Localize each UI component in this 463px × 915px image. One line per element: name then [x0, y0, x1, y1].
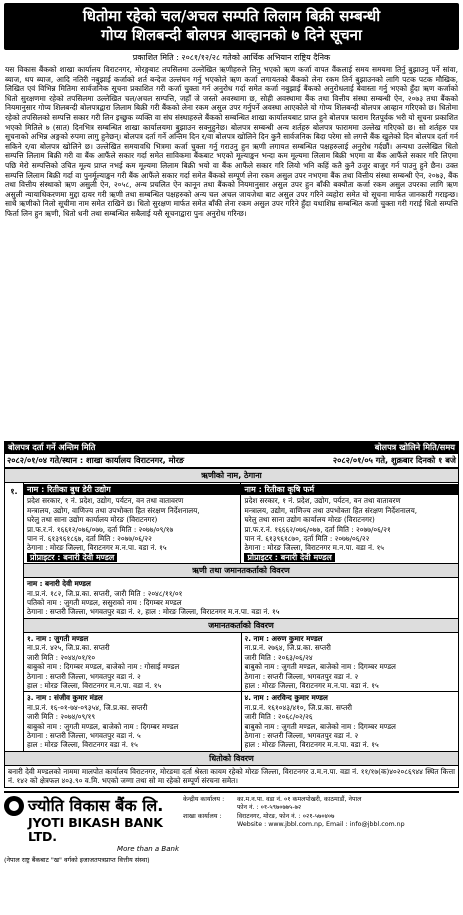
borrower-2-line: ठेगाना : मोरङ जिल्ला, विराटनगर म.न.पा. वडा नं. १५ — [244, 543, 385, 553]
borrower-1-line: प्रा.फ.र.नं. १६६१२/०७६/०७७, दर्ता मिति : २०७७/०९/१७ — [27, 524, 174, 534]
deadline-right-label: बोलपत्र खोलिने मिति/समय — [374, 442, 455, 452]
guarantor-2-title: २. नाम : अरुण कुमार मण्डल — [244, 633, 323, 643]
guarantor-2-line: बाबुको नाम : जुगती मण्डल, बाजेको नाम : दिगम्बर मण्डल — [244, 662, 396, 672]
guarantor-4-line: हाल : मोरङ जिल्ला, विराटनगर म.न.पा. वडा नं. १५ — [244, 740, 379, 750]
guarantor-1-title: १. नाम : जुगती मण्डल — [27, 633, 89, 643]
guarantor-4 — [241, 692, 458, 751]
borrower-2-line: प्रा.फ.र.नं. १६६६२/०७६/०७७, दर्ता मिति : २०७७/०६/२१ — [244, 524, 391, 534]
borrower-section-header: ऋणीको नाम, ठेगाना — [5, 469, 459, 483]
contact-value[interactable]: Website : www.jbbl.com.np, Email : info@jbbl.com.np — [237, 821, 405, 829]
bank-logo-icon — [4, 796, 24, 816]
borrower-2-owner: प्रोप्राइटर : बनारी देवी मण्डल — [244, 553, 334, 562]
guarantor-2-line: जारी मिति : २०६३/०६/२४ — [244, 652, 313, 662]
row-number: १. — [5, 483, 24, 752]
borrower-1-name: नाम : रितीका बुध डेरी उद्योग — [24, 484, 240, 495]
guarantor-3-line: बाबुको नाम : जुगती मण्डल, बाजेको नाम : दिगम्बर मण्डल — [27, 721, 179, 731]
borrower-guarantor-header: ऋणी तथा जमानतकर्ताको विवरण — [24, 564, 459, 578]
bank-logo — [4, 796, 179, 864]
borrower-2-line: प्रदेश सरकार, १ नं. प्रदेश, उद्योग, पर्यटन, वन तथा वातावरण — [244, 496, 401, 506]
deadline-left-value: २०८२/०१/०४ गते/स्थान : शाखा कार्यालय विराटनगर, मोरङ — [7, 455, 185, 465]
title-line-1: धितोमा रहेको चल/अचल सम्पति लिलाम बिक्री सम्बन्धी — [82, 7, 381, 25]
guarantor-3-line: जारी मिति : २०७४/०९/१९ — [27, 712, 96, 722]
contact-label: शाखा कार्यालय : — [183, 812, 222, 820]
borrower-guarantor-line: ठेगाना : सप्तरी जिल्ला, भगवतपुर वडा नं. २, हाल : मोरङ जिल्ला, विराटनगर म.न.पा. वडा नं. १५ — [27, 607, 280, 617]
title-line-2: गोप्य शिलबन्दी बोलपत्र आव्हानको ७ दिने सूचना — [101, 26, 362, 44]
notice-title — [4, 3, 459, 50]
guarantor-2-line: ना.प्र.नं. २७६४, जि.प्र.का. सप्तरी — [244, 643, 331, 653]
guarantor-3 — [24, 692, 241, 751]
notice-body: यस विकास बैंकको शाखा कार्यालय विराटनगर, मोरङ्गबाट तपसिलमा उल्लेखित ऋणीहरुले लिनु भएको ऋण कर्जा वापत वैंकलाई समय समयमा तिर्नु बुझाउनु पर्ने सांवा, ब्याज, थप ब्याज, आदि नतिरी नबुझाई कर्जाको शर्त बन्देज उल्लंघन गर्नु भएकोले ऋण कर्जा लगायतको बैंकको लेना रकम तिर्न बुझाउनको लागि पटक पटक मौखिक, लिखित एवं विभिन्न मितिमा सार्वजनिक सूचना प्रकाशित गरी कर्जा चुक्ता गर्न अनुरोध गर्दा समेत कर्जा नबुझाई बैंकको अनुरोधलाई बेवास्ता गर्नु भएको हुँदा ऋण कर्जाको धितो सुरक्षणमा रहेको तपसिलमा उल्लेखित चल/अचल सम्पत्ति, जहाँ जे जस्तो अवस्थामा छ, सोही अवस्थामा बैंक तथा वित्तीय संस्था सम्बन्धी ऐन, २०७३ तथा बैंकको नियमानुसार गोप्य शिलबन्दी बोलपत्रद्वारा लिलाम बिक्री गरी बैंकको लेना रकम असुल उपर गर्नुपर्ने अवस्था आएकोले यो गोप्य शिलबन्दी बोलपत्र आव्हान गरिएको छ। धितोमा रहेको तपसिलको सम्पत्ति सकार गरी लिन इच्छुक व्यक्ति वा संघ संस्थाहरुले बैंकको सम्बन्धित शाखा कार्यालयबाट प्राप्त हुने बोलपत्र फाराम रितपूर्वक भरी यो सूचना प्रकाशित भएको मितिले ७ (सात) दिनभित्र सम्बन्धित शाखा कार्यालयमा बुझाउन सक्नुहुनेछ। बोलपत्र सम्बन्धी अन्य शर्तहरु बोलपत्र फाराममा उल्लेख गरिएको छ। सो शर्तहरु पत्र सूचनाको अभिन्न अङ्गको रुपमा लागु हुनेछन्। बोलपत्र दर्ता गर्ने अन्तिम दिन र/वा बोलपत्र खोलिने दिन कुनै सार्वजनिक बिदा परेमा सो लगत्तै बैंक खुलेको दिन बोलपत्र दर्ता गर्न सकिने र/वा बोलपत्र खोलिने छ। उल्लेखित समयावधि भित्रमा कर्जा चुक्ता गर्नु गराउनु हुन ऋणी लगायत सम्बन्धित पक्षहरुलाई अनुरोध गर्दछौं। अन्यथा उल्लेखित धितो सम्पत्ति लिलाम बिक्री गरी वा बैंक आफैंले सकार गर्दा समेत साविकमा बैंकबाट भएको मूल्याङ्कन भन्दा कम मूल्यमा लिलाम बिक्री भएमा वा बैंक आफैंले सकार गरि लिएमा पछि मेरो सम्पत्तिको उचित मूल्य प्राप्त नभई कम मूल्यमा लिलाम बिक्री भयो वा बैंक आफैंले सकार गरि लियो भनि कहिं कतै कुनै उजुर बाजुर गर्न पाउनु हुने छैन। उक्त सम्पत्ति लिलाम बिक्री गर्दा वा पुनर्मूल्याङ्कन गरी बैंक आफैंले सकार गर्दा समेत बैंकको सम्पूर्ण लेना रकम असुल उपर नभएमा बैंक तथा वित्तीय संस्था सम्बन्धी ऐन, २०७३, बैंक तथा वित्तीय संस्थाको ऋण असुली ऐन, २०५८, अन्य प्रचलित ऐन कानून तथा बैंकको नियमानुसार असुल उपर हुन बाँकी बक्यौता कर्जा रकम असुल उपरका लागि ऋण असुली न्यायाधिकरणमा मुद्दा दायर गरी ऋणी तथा सम्बन्धित पक्षहरुको अन्य चल अचल जायजेथा बाट असुल उपर गरिने व्यहोरा समेत यो सूचना मार्फत जानकारी गराइन्छ। साथै ऋणीको निलो सूचीमा नाम समेत राखिने छ। धितो सुरक्षण मार्फत समेत बाँकी लेना रकम असुल उपर गरिने हुँदा यथाशिघ्र सम्बन्धित कर्जा चुक्ता गरी गराई धितो सम्पत्ति फिर्ता लिन हुन ऋणी, धितो धनी तथा सम्बन्धित सबैलाई यसै सूचनाद्वारा पुनः अनुरोध गरिन्छ। — [5, 65, 458, 218]
borrower-1 — [24, 483, 241, 564]
guarantor-2 — [241, 633, 458, 692]
collateral-header: धितोको विवरण — [5, 751, 459, 765]
guarantor-3-line: हाल : मोरङ जिल्ला, विराटनगर वडा नं. १५ — [27, 740, 138, 750]
borrower-guarantor-line: पतिको नाम : जुगती मण्डल, ससुराको नाम : दिगम्बर मण्डल — [27, 598, 182, 608]
borrower-1-line: मन्त्रालय, उद्योग, वाणिज्य तथा उपभोक्ता हित संरक्षण निर्देशनालय, — [27, 505, 200, 515]
contact-info — [179, 796, 459, 864]
contact-row — [183, 821, 459, 830]
borrower-1-line: घरेलु तथा साना उद्योग कार्यालय मोरङ (विराटनगर) — [27, 515, 158, 525]
bank-footer — [4, 791, 459, 864]
guarantor-2-line: ठेगाना : सप्तरी जिल्ला, भगवतपुर वडा नं. २ — [244, 671, 359, 681]
borrower-1-line: प्रदेश सरकार, १ नं. प्रदेश, उद्योग, पर्यटन, वन तथा वातावरण — [27, 496, 184, 506]
guarantor-4-line: ना.प्र.नं. १६१०४३/४१०, जि.प्र.का. सप्तरी — [244, 702, 352, 712]
guarantor-3-line: ना.प्र.नं. १६-०१-७४-०९३५४, जि.प्र.का. सप्तरी — [27, 702, 148, 712]
guarantor-2-line: हाल : मोरङ जिल्ला, विराटनगर म.न.पा. वडा नं. १५ — [244, 680, 379, 690]
guarantor-1-line: जारी मिति : २०४४/०१/१० — [27, 652, 96, 662]
contact-value: का.म.न.पा. वडा नं. ०१ कमलपोखरी, काठमाडौं, नेपाल — [237, 795, 362, 803]
guarantor-3-line: ठेगाना : सप्तरी जिल्ला, भगवतपुर वडा नं. ५ — [27, 730, 141, 740]
borrower-1-owner: प्रोप्राइटर : बनारी देवी मण्डल — [27, 553, 117, 562]
borrower-2-line: पान नं. ६१३९६१८७०, दर्ता मिति : २०७७/०६/२२ — [244, 534, 370, 544]
guarantors-grid — [24, 632, 459, 751]
guarantor-4-line: ठेगाना : सप्तरी जिल्ला, भगवतपुर वडा नं. २ — [244, 730, 359, 740]
guarantor-4-line: जारी मिति : २०६८/०२/२६ — [244, 712, 313, 722]
logo-tagline: More than a Bank — [117, 844, 179, 853]
borrower-2-name: नाम : रितीका कृषि फर्म — [241, 484, 458, 495]
deadline-right-value: २०८२/०१/०५ गते, शुक्रबार दिनको १ बजे — [332, 455, 456, 465]
contact-label: केन्द्रीय कार्यालय : — [183, 795, 225, 803]
borrower-guarantor-name: नाम : बनारी देवी मण्डल — [27, 579, 91, 589]
logo-english: JYOTI BIKASH BANK LTD. — [28, 814, 163, 844]
deadline-values — [4, 454, 459, 468]
contact-row — [183, 804, 459, 813]
borrower-guarantor-line: ना.प्र.नं. १८२, जि.प्र.का. सप्तरी, जारी मिति : २०४८/११/०१ — [27, 588, 183, 598]
borrower-2-line: घरेलु तथा साना उद्योग कार्यालय मोरङ (विराटनगर) — [244, 515, 375, 525]
deadline-header — [4, 441, 459, 454]
logo-nepali: ज्योति विकास बैंक लि. — [28, 795, 164, 815]
guarantor-4-title: ४. नाम : अरविन्द कुमार मण्डल — [244, 693, 328, 703]
guarantor-1-line: ठेगाना : सप्तरी जिल्ला, भगवतपुर वडा नं. २ — [27, 671, 141, 681]
contact-label — [183, 821, 237, 830]
guarantor-1-line: ना.प्र.नं. ४२५, जि.प्र.का. सप्तरी — [27, 643, 110, 653]
borrower-2 — [241, 483, 459, 564]
guarantor-1 — [24, 633, 241, 692]
regulator-note: (नेपाल राष्ट्र बैंकबाट "ख" वर्गको इजाजतपत्रप्राप्त वित्तीय संस्था) — [4, 855, 150, 864]
contact-value: विराटनगर, मोरङ, फोन नं. : ०२१-५७०४०७ — [237, 812, 335, 820]
publication-date: प्रकाशित मिति : २०८१/१२/२८ गतेको आर्थिक अभियान राष्ट्रिय दैनिक — [132, 53, 331, 62]
guarantors-header: जमानतकर्ताको विवरण — [24, 618, 459, 632]
borrower-1-line: पान नं. ६१३९६१८६७, दर्ता मिति : २०७७/०६/२२ — [27, 534, 152, 544]
guarantor-1-line: बाबुको नाम : दिगम्बर मण्डल, बाजेको नाम : गोसाई मण्डल — [27, 662, 180, 672]
collateral-text: बनारी देवी मण्डलको नाममा मालपोत कार्यालय विराटनगर, मोरङमा दर्ता श्रेस्ता कायम रहेको मोरङ जिल्ला, विराटनगर उ.म.न.पा. वडा नं. ११/१७(क)४०२०८६९४४ स्थित कित्ता नं. १४२ को क्षेत्रफल ४०३.९० व.मि. भएको जग्गा तथा सो मा रहेको सम्पूर्ण संरचना समेत। — [5, 765, 459, 787]
contact-value: फोन नं. : ०१-५९७०७७५-७२ — [237, 804, 302, 812]
guarantor-3-title: ३. नाम : संजीव कुमार मंडल — [27, 693, 103, 703]
borrower-guarantor-details — [24, 578, 459, 619]
borrower-1-line: ठेगाना : मोरङ जिल्ला, विराटनगर म.न.पा. वडा नं. १५ — [27, 543, 167, 553]
contact-label — [183, 804, 237, 813]
details-table — [4, 468, 459, 788]
contact-row — [183, 796, 459, 805]
guarantor-1-line: हाल : मोरङ जिल्ला, विराटनगर म.न.पा. वडा नं. १५ — [27, 680, 162, 690]
guarantor-4-line: बाबुको नाम : जुगती मण्डल, बाजेको नाम : दिगम्बर मण्डल — [244, 721, 396, 731]
borrower-2-line: मन्त्रालय, उद्योग, वाणिज्य तथा उपभोक्ता हित संरक्षण निर्देशनालय, — [244, 505, 418, 515]
deadline-left-label: बोलपत्र दर्ता गर्ने अन्तिम मिति — [8, 442, 96, 452]
